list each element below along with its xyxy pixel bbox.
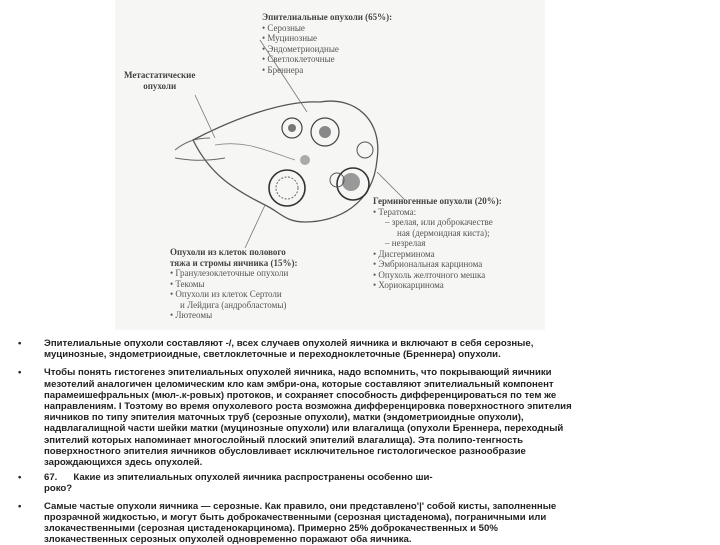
stromal-item: • Опухоли из клеток Сертоли bbox=[170, 289, 297, 300]
bullet-line: эпителий которых напоминает многослойный плоский эпителий влагалища). Эта полипо-тенгность bbox=[44, 434, 524, 446]
ovary-outline bbox=[193, 101, 378, 222]
follicle bbox=[269, 170, 305, 206]
bullet-line: роко? bbox=[44, 483, 73, 495]
stromal-title: Опухоли из клеток полового bbox=[170, 247, 286, 257]
bullet-line: надвлагалищной части шейки матки (муцинозные опухоли) или влагалища (опухоли Бреннера, переходный bbox=[44, 423, 564, 435]
epithelial-item: • Серозные bbox=[262, 23, 392, 34]
stromal-label bbox=[170, 247, 297, 321]
stromal-title: тяжа и стромы яичника (15%): bbox=[170, 257, 298, 268]
stromal-item: • Лютеомы bbox=[170, 310, 297, 321]
germ-item: • Тератома: bbox=[373, 207, 502, 218]
germ-item: – незрелая bbox=[373, 238, 502, 249]
germ-item: – зрелая, или доброкачестве bbox=[373, 217, 502, 228]
bullet-line: поверхностного эпителия яичников обусловливает исключительное гистологическое разнообразие bbox=[44, 445, 526, 457]
bullet-line: Эпителиальные опухоли составляют -/, всех случаев опухолей яичника и включают в себя серозные, bbox=[44, 338, 534, 349]
follicle bbox=[357, 142, 373, 158]
follicle-core bbox=[342, 173, 360, 191]
germ-item: • Опухоль желточного мешка bbox=[373, 270, 502, 281]
fallopian-tube bbox=[175, 138, 225, 160]
epithelial-title: Эпителиальные опухоли (65%): bbox=[262, 12, 393, 22]
epithelial-item: • Светлоклеточные bbox=[262, 54, 392, 65]
bullet-list bbox=[14, 338, 714, 545]
follicle-core bbox=[288, 124, 296, 132]
follicle-core bbox=[319, 126, 331, 138]
bullet-item bbox=[14, 367, 714, 468]
germ-title: Герминогенные опухоли (20%): bbox=[373, 196, 502, 206]
bullet-item bbox=[14, 338, 714, 360]
bullet-line: Какие из эпителиальных опухолей яичника распространены особенно ши- bbox=[73, 472, 433, 484]
metastatic-line1: Метастатические bbox=[124, 70, 196, 80]
bullet-line: прозрачной жидкостью, и могут быть доброкачественными (серозная цистаденома), пограничными или bbox=[44, 511, 547, 523]
epithelial-label bbox=[262, 12, 392, 75]
bullet-line: мезотелий аналогичен целомическим кло кам эмбри-она, которые составляют эпителиальный компонент bbox=[44, 378, 554, 390]
bullet-line: направлениям. I Тоэтому во время опухолевого роста возможна дифференцировка поверхностного эпителия bbox=[44, 401, 572, 413]
germ-cell-label bbox=[373, 196, 502, 291]
bullet-line: Самые частые опухоли яичника — серозные. Как правило, они представлено'|' собой кисты, заполненные bbox=[44, 500, 557, 512]
bullet-item bbox=[14, 501, 714, 545]
question-number: 67. bbox=[44, 472, 58, 484]
stromal-item: • Гранулезоклеточные опухоли bbox=[170, 268, 297, 279]
bullet-item bbox=[14, 472, 714, 494]
follicle bbox=[300, 155, 310, 165]
germ-item: • Дисгерминома bbox=[373, 249, 502, 260]
bullet-line: злокачественными (серозная цистаденокарцинома). Примерно 25% доброкачественных и 50% bbox=[44, 523, 498, 535]
follicle-core bbox=[276, 177, 298, 199]
bullet-line: злокачественных серозных опухолей одновременно поражают оба яичника. bbox=[44, 534, 412, 545]
bullet-line: яичников по типу эпителия маточных труб (серозные опухоли), матки (эндометриоидные опухоли), bbox=[44, 412, 524, 424]
germ-item: ная (дермоидная киста); bbox=[397, 227, 490, 238]
bullet-line: муцинозные, эндометриоидные, светлоклеточные и переходноклеточные (Бреннера) опухоли. bbox=[44, 349, 501, 361]
bullet-line: зарождающихся здесь опухолей. bbox=[44, 457, 203, 469]
germ-item: • Хориокарцинома bbox=[373, 280, 502, 291]
bullet-dot: • bbox=[18, 472, 22, 484]
epithelial-item: • Бреннера bbox=[262, 65, 392, 76]
germ-item: • Эмбриональная карцинома bbox=[373, 259, 502, 270]
bullet-dot: • bbox=[18, 500, 22, 512]
epithelial-item: • Эндометриоидные bbox=[262, 44, 392, 55]
bullet-dot: • bbox=[18, 338, 22, 349]
tube-inner bbox=[215, 144, 295, 160]
metastatic-line2: опухоли bbox=[143, 80, 177, 91]
pointer-line bbox=[195, 95, 215, 138]
bullet-line: Чтобы понять гистогенез эпителиальных опухолей яичника, надо вспомнить, что покрывающий яичники bbox=[44, 367, 552, 379]
bullet-dot: • bbox=[18, 367, 22, 379]
bullet-line: парамеишефральных (мюл-.к-ровых) протоков, и сохраняет способность дифференцироваться по тем же bbox=[44, 389, 557, 401]
stromal-item: • Текомы bbox=[170, 279, 297, 290]
metastatic-label bbox=[124, 70, 195, 91]
epithelial-item: • Муцинозные bbox=[262, 33, 392, 44]
stromal-item-cont: и Лейдига (андробластомы) bbox=[180, 299, 287, 310]
pointer-line bbox=[245, 205, 265, 248]
